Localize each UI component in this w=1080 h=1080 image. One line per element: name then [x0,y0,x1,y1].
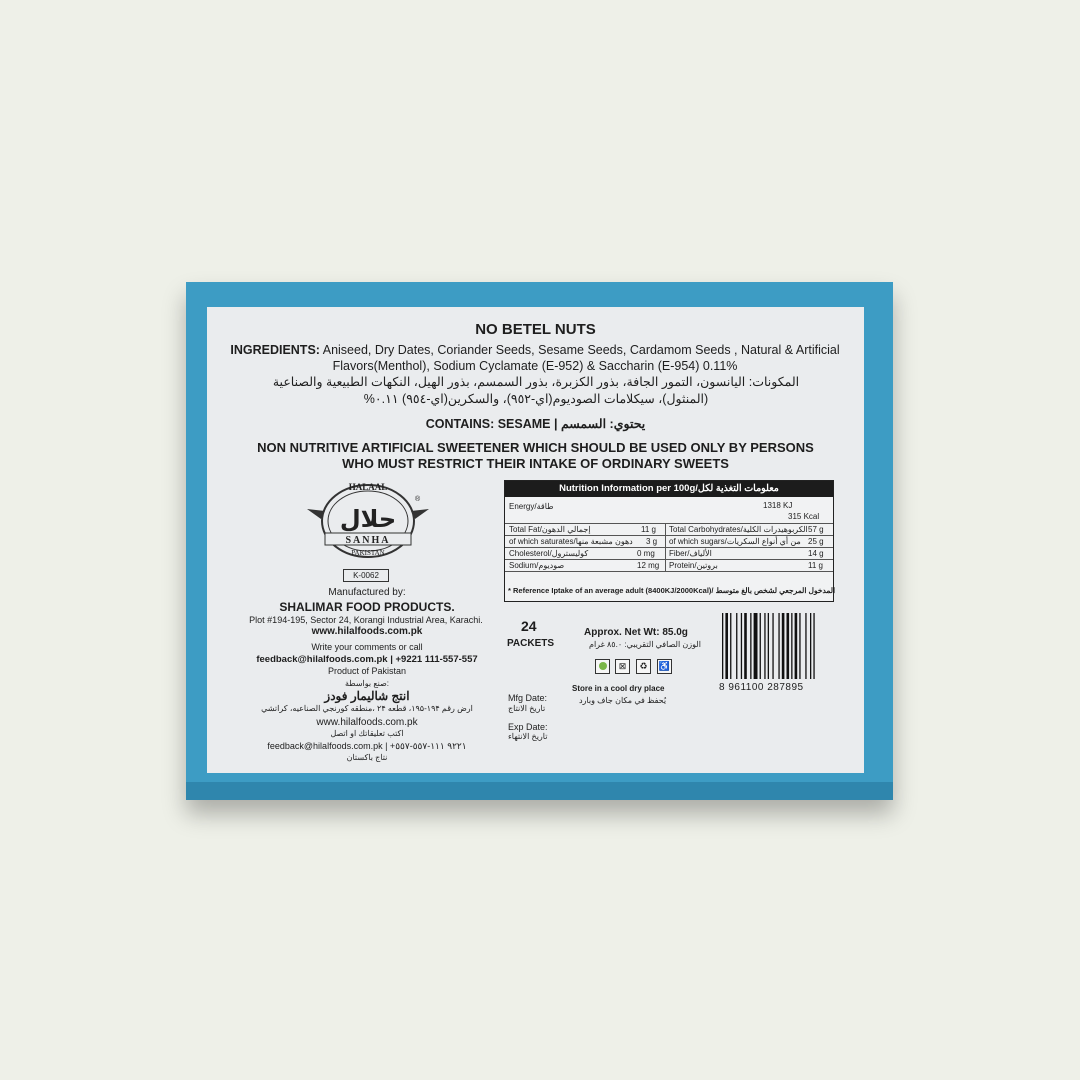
nutrition-right-label: Total Carbohydrates/الكربوهيدرات الكلية [669,525,808,534]
nutrition-left-value: 3 g [646,537,658,546]
ingredients-arabic: المكونات: اليانسون، التمور الجافة، بذور الكزبرة، بذور السمسم، بذور الهيل، النكهات الطبيعية والصناعية (المنثول)، سيكلامات الصوديوم(اي-٩٥٢)، والسكرين(اي-٩٥٤) ٠.١١% [272,375,800,406]
nutrition-left-label: of which saturates/دهون مشبعة منها [509,537,633,546]
manufacturer-address: Plot #194-195, Sector 24, Korangi Industrial Area, Karachi. [249,615,483,625]
mfg-date-arabic: تاريخ الانتاج [508,704,546,713]
barcode-bar [722,613,723,679]
contact-info: feedback@hilalfoods.com.pk | +9221 111-557-557 [256,654,478,665]
energy-label: Energy/طاقة [509,502,554,511]
nutrition-left-value: 11 g [641,525,656,534]
nutrition-right-value: 25 g [808,537,824,546]
nutrition-right-label: Fiber/الألياف [669,549,712,558]
halal-logo-bottom: PAKISTAN [351,549,385,557]
halal-logo-arabic: حلال [339,505,397,533]
product-label [207,307,864,773]
nutrition-table [504,480,834,602]
comment-line: Write your comments or call [311,642,423,652]
manufactured-by-label: Manufactured by: [328,587,406,598]
packets-count: 24 [521,618,537,634]
exp-date-label: Exp Date: [508,722,548,732]
barcode-bar [750,613,751,679]
heading: NO BETEL NUTS [475,321,596,338]
contact-info-urdu: feedback@hilalfoods.com.pk | +٩٢٢١ ١١١-٥٥٧-٥٥٧ [267,741,467,751]
manufacturer-name: SHALIMAR FOOD PRODUCTS. [279,600,455,614]
nutrition-right-label: of which sugars/من أي أنواع السكريات [669,537,801,546]
barcode-bar [795,613,798,679]
nutrition-header: Nutrition Information per 100g/معلومات التغذية لكل [505,481,833,497]
storage-instruction-arabic: يُحفظ في مكان جاف وبارد [579,696,667,705]
storage-instruction: Store in a cool dry place [572,684,665,693]
barcode [721,613,827,681]
barcode-bar [764,613,765,679]
svg-text:®: ® [415,496,421,503]
website-urdu: www.hilalfoods.com.pk [316,717,418,728]
barcode-bar [813,613,814,679]
nutrition-right-label: Protein/بروتين [669,561,718,570]
nutrition-right-value: 14 g [808,549,824,558]
barcode-bar [736,613,737,679]
barcode-bar [754,613,758,679]
barcode-bar [741,613,742,679]
barcode-bar [791,613,792,679]
barcode-bar [730,613,731,679]
barcode-bar [799,613,800,679]
manufactured-by-urdu: صنع بواسطة: [344,679,390,688]
halal-logo [303,479,433,563]
ingredients [221,342,849,374]
nutrition-right-value: 11 g [808,561,823,570]
ingredients-text: Aniseed, Dry Dates, Coriander Seeds, Sesame Seeds, Cardamom Seeds , Natural & Artificial Flavors(Menthol), Sodium Cyclamate (E-952) & Saccharin (E-954) 0.11% [319,343,840,373]
barcode-bar [760,613,761,679]
ingredients-label: INGREDIENTS: [230,343,320,357]
manufacturer-name-urdu: انتج شالیمار فودز [324,689,410,703]
halal-logo-top: HALAAL [348,482,388,492]
comment-line-urdu: اكتب تعليقاتك او اتصل [330,729,404,738]
recycle-icon: ♻ [636,659,651,674]
net-weight-arabic: الوزن الصافي التقريبي: ٨٥.٠ غرام [589,640,701,649]
barcode-bar [782,613,785,679]
barcode-bar [787,613,790,679]
barcode-bar [778,613,779,679]
product-origin-urdu: نتاج باكستان [346,753,388,762]
nutrition-left-label: Cholesterol/كوليسترول [509,549,589,558]
barcode-bar [725,613,728,679]
nutrition-left-value: 12 mg [637,561,660,570]
website: www.hilalfoods.com.pk [311,626,423,637]
mfg-date-label: Mfg Date: [508,693,548,703]
exp-date-arabic: تاريخ الانتهاء [508,732,548,741]
energy-kcal: 315 Kcal [788,512,820,521]
sweetener-warning: NON NUTRITIVE ARTIFICIAL SWEETENER WHICH SHOULD BE USED ONLY BY PERSONS WHO MUST RESTRICT THEIR INTAKE OF ORDINARY SWEETS [257,440,814,471]
nutrition-left-label: Sodium/صوديوم [509,561,565,570]
manufacturer-address-urdu: ارض رقم ۱۹۴-۱۹۵، قطعه ۲۴ ،منطقه كورنجي الصناعيه، كراتشي [261,704,473,713]
halal-certificate-code: K-0062 [343,569,389,582]
nutrition-left-label: Total Fat/إجمالي الدهون [509,525,591,534]
product-origin: Product of Pakistan [327,666,407,676]
glass-fork-icon: ⊠ [615,659,630,674]
barcode-bar [772,613,773,679]
halal-logo-middle: SANHA [345,535,391,546]
packets-label: PACKETS [507,638,555,649]
veg-symbol-icon [595,659,610,674]
barcode-bar [805,613,806,679]
nutrition-reference-note: * Reference Iptake of an average adult (8400KJ/2000Kcal)/ المدخول المرجعي لشخص بالغ متوسط [508,586,836,595]
net-weight: Approx. Net Wt: 85.0g [584,627,688,638]
tidyman-icon: ♿ [657,659,672,674]
contains-allergen: CONTAINS: SESAME | يحتوي: السمسم [425,417,646,431]
energy-kj: 1318 KJ [763,501,793,510]
barcode-bar [744,613,747,679]
nutrition-left-value: 0 mg [637,549,655,558]
barcode-number: 8 961100 287895 [719,682,804,693]
barcode-bar [810,613,811,679]
nutrition-right-value: 57 g [808,525,824,534]
barcode-bar [768,613,769,679]
